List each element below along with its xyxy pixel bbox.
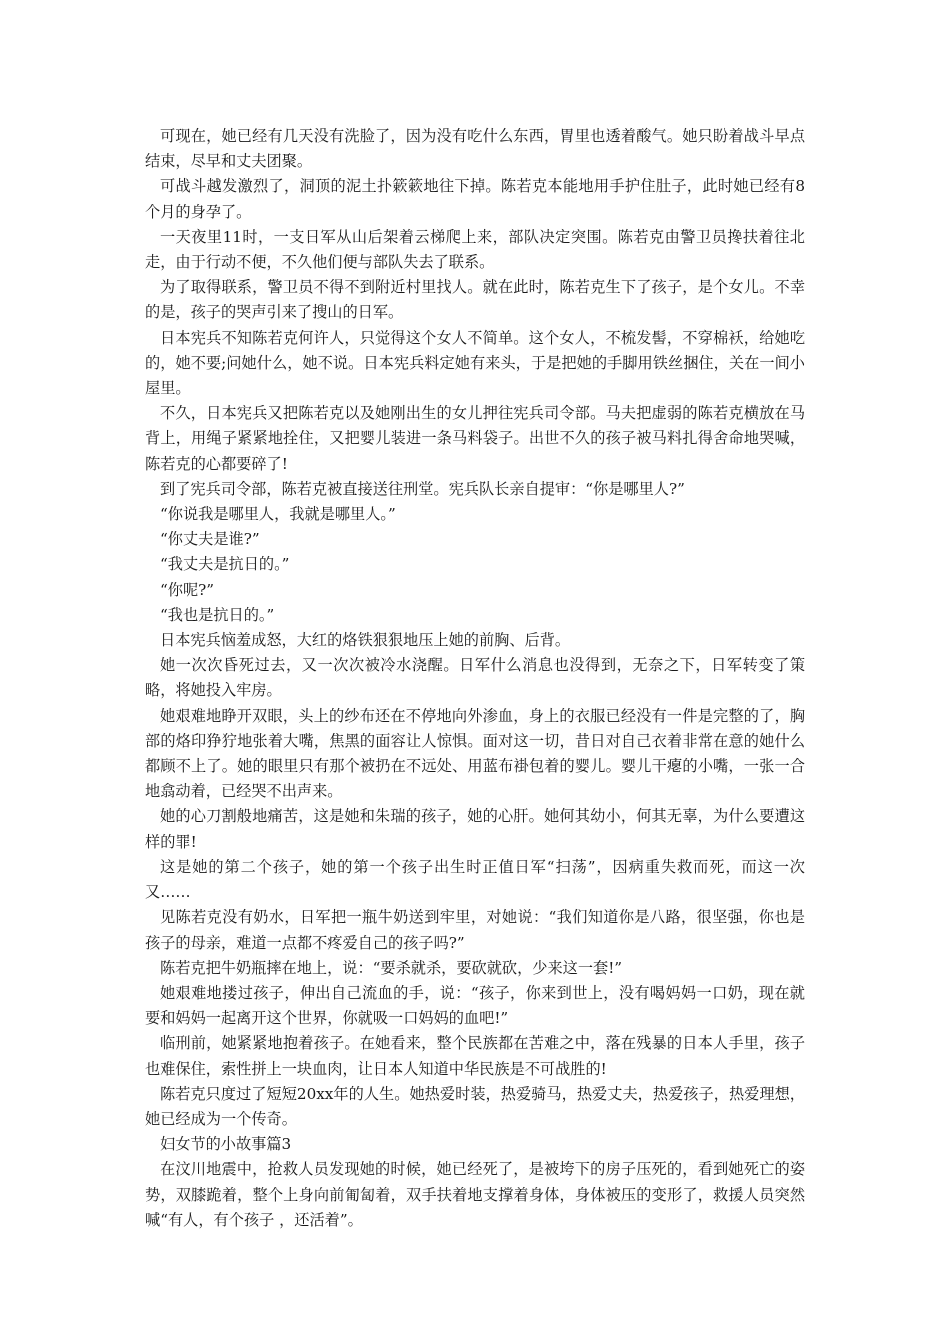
paragraph: 陈若克只度过了短短20xx年的人生。她热爱时装，热爱骑马，热爱丈夫，热爱孩子，热爱理想，她已经成为一个传奇。 bbox=[145, 1084, 805, 1128]
paragraph: 不久，日本宪兵又把陈若克以及她刚出生的女儿押往宪兵司令部。马夫把虚弱的陈若克横放在马背上，用绳子紧紧地拴住，又把婴儿装进一条马料袋子。出世不久的孩子被马料扎得舍命地哭喊，陈若克的心都要碎了! bbox=[145, 404, 805, 473]
paragraph: 可战斗越发激烈了，洞顶的泥土扑簌簌地往下掉。陈若克本能地用手护住肚子，此时她已经有8个月的身孕了。 bbox=[145, 177, 805, 221]
paragraph: 见陈若克没有奶水，日军把一瓶牛奶送到牢里，对她说：“我们知道你是八路，很坚强，你也是孩子的母亲，难道一点都不疼爱自己的孩子吗?” bbox=[145, 908, 805, 952]
dialogue-line: “我丈夫是抗日的。” bbox=[160, 555, 290, 574]
paragraph: 这是她的第二个孩子，她的第一个孩子出生时正值日军“扫荡”，因病重失救而死，而这一次又…… bbox=[145, 857, 805, 902]
paragraph: 为了取得联系，警卫员不得不到附近村里找人。就在此时，陈若克生下了孩子，是个女儿。不幸的是，孩子的哭声引来了搜山的日军。 bbox=[145, 278, 805, 322]
dialogue-line: “我也是抗日的。” bbox=[160, 605, 275, 624]
paragraph: 她艰难地搂过孩子，伸出自己流血的手，说：“孩子，你来到世上，没有喝妈妈一口奶，现在就要和妈妈一起离开这个世界，你就吸一口妈妈的血吧!” bbox=[145, 983, 805, 1028]
paragraph: 一天夜里11时，一支日军从山后架着云梯爬上来，部队决定突围。陈若克由警卫员搀扶着往北走，由于行动不便，不久他们便与部队失去了联系。 bbox=[145, 227, 805, 272]
section-heading: 妇女节的小故事篇3 bbox=[160, 1135, 292, 1154]
dialogue-line: “你呢?” bbox=[160, 580, 215, 599]
dialogue-line: “你说我是哪里人，我就是哪里人。” bbox=[160, 505, 396, 524]
document-body bbox=[145, 124, 805, 1233]
dialogue-line: “你丈夫是谁?” bbox=[160, 530, 260, 549]
paragraph: 日本宪兵不知陈若克何许人，只觉得这个女人不简单。这个女人，不梳发髻，不穿棉袄，给她吃的，她不要;问她什么，她不说。日本宪兵料定她有来头，于是把她的手脚用铁丝捆住，关在一间小屋里。 bbox=[145, 328, 805, 398]
paragraph: 她的心刀割般地痛苦，这是她和朱瑞的孩子，她的心肝。她何其幼小，何其无辜，为什么要遭这样的罪! bbox=[145, 807, 805, 851]
paragraph: 日本宪兵恼羞成怒，大红的烙铁狠狠地压上她的前胸、后背。 bbox=[160, 631, 571, 650]
paragraph: 她艰难地睁开双眼，头上的纱布还在不停地向外渗血，身上的衣服已经没有一件是完整的了，胸部的烙印狰狞地张着大嘴，焦黑的面容让人惊惧。面对这一切，昔日对自己衣着非常在意的她什么都顾不上了。她的眼里只有那个被扔在不远处、用蓝布褂包着的婴儿。婴儿干瘪的小嘴，一张一合地翕动着，已经哭不出声来。 bbox=[145, 706, 805, 801]
paragraph: 临刑前，她紧紧地抱着孩子。在她看来，整个民族都在苦难之中，落在残暴的日本人手里，孩子也难保住，索性拼上一块血肉，让日本人知道中华民族是不可战胜的! bbox=[145, 1034, 805, 1078]
paragraph: 陈若克把牛奶瓶摔在地上，说：“要杀就杀，要砍就砍，少来这一套!” bbox=[160, 958, 623, 977]
paragraph: 到了宪兵司令部，陈若克被直接送往刑堂。宪兵队长亲自提审：“你是哪里人?” bbox=[160, 479, 685, 498]
paragraph: 她一次次昏死过去，又一次次被冷水浇醒。日军什么消息也没得到，无奈之下，日军转变了策略，将她投入牢房。 bbox=[145, 656, 805, 700]
paragraph: 可现在，她已经有几天没有洗脸了，因为没有吃什么东西，胃里也透着酸气。她只盼着战斗早点结束，尽早和丈夫团聚。 bbox=[145, 127, 805, 171]
paragraph: 在汶川地震中，抢救人员发现她的时候，她已经死了，是被垮下的房子压死的，看到她死亡的姿势，双膝跪着，整个上身向前匍匐着，双手扶着地支撑着身体，身体被压的变形了，救援人员突然喊“有人，有个孩子 ，还活着”。 bbox=[145, 1160, 805, 1229]
